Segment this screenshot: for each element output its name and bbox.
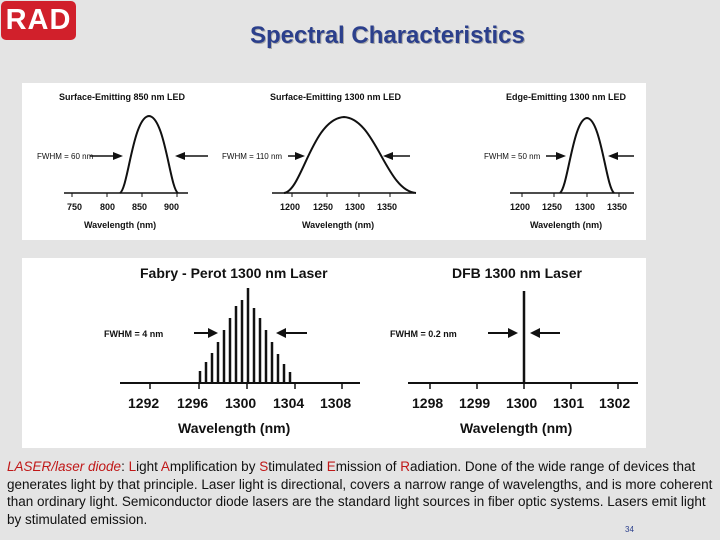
laser-spectra-figure [22,258,646,448]
laser-spectra-panel [22,258,646,448]
edge-led-title: Edge-Emitting 1300 nm LED [506,92,627,102]
fabry-perot-tick: 1296 [177,395,209,411]
led1300-arrowhead-right [383,152,393,160]
led1300-arrowhead-left [295,152,305,160]
fabry-perot-tick: 1304 [273,395,305,411]
fabry-perot-tick: 1300 [225,395,257,411]
fabry-perot-modes [200,288,290,383]
led850-curve [120,116,178,193]
fabry-perot-title: Fabry - Perot 1300 nm Laser [140,265,328,281]
dfb-arrowhead-right [530,328,540,338]
led1300-tick: 1350 [377,202,398,212]
led1300-xlabel: Wavelength (nm) [302,220,375,230]
acronym-letter: S [259,459,269,474]
edge-led-tick: 1350 [607,202,628,212]
edge-led-xlabel: Wavelength (nm) [530,220,603,230]
acronym-letter: R [400,459,411,474]
dfb-tick: 1301 [553,395,585,411]
fabry-perot-arrowhead-left [208,328,218,338]
laser-description [7,458,715,528]
edge-led-tick: 1300 [575,202,596,212]
led1300-title: Surface-Emitting 1300 nm LED [270,92,402,102]
caption-text: adiation. Done of the wide range of devices that generates light by that principle. Laser light is directional, covers a narrow range of wavelengths, and is more coherent than ordinary light. Semiconductor diode lasers are the standard light sources in fiber optic systems. Lasers emit light by stimulated emission. [7,459,713,527]
led1300-tick: 1300 [345,202,366,212]
caption-text: timulated [268,459,327,474]
led1300-tick: 1200 [280,202,301,212]
dfb-tick: 1300 [506,395,538,411]
dfb-tick: 1302 [599,395,631,411]
led850-tick: 850 [132,202,148,212]
acronym-letter: L [128,459,137,474]
led1300-fwhm-label: FWHM = 110 nm [222,152,283,161]
led850-arrowhead-right [175,152,185,160]
edge-led-arrowhead-right [608,152,618,160]
led850-xlabel: Wavelength (nm) [84,220,157,230]
dfb-fwhm-label: FWHM = 0.2 nm [390,329,457,339]
led-spectra-panel [22,83,646,240]
acronym-letter: A [160,459,170,474]
edge-led-arrowhead-left [556,152,566,160]
caption-text: : [121,459,129,474]
slide-title: Spectral Characteristics [250,22,525,49]
fabry-perot-tick: 1292 [128,395,160,411]
led1300-curve [284,117,416,193]
caption-text: mission of [335,459,401,474]
dfb-tick: 1298 [412,395,444,411]
acronym-letter: E [326,459,336,474]
caption-text: ight [136,459,161,474]
caption-text: mplification by [169,459,260,474]
edge-led-fwhm-label: FWHM = 50 nm [484,152,541,161]
fabry-perot-fwhm-label: FWHM = 4 nm [104,329,164,339]
fabry-perot-xlabel: Wavelength (nm) [178,420,291,436]
page-number: 34 [625,525,634,534]
led850-fwhm-label: FWHM = 60 nm [37,152,94,161]
dfb-arrowhead-left [508,328,518,338]
led850-title: Surface-Emitting 850 nm LED [59,92,186,102]
led1300-tick: 1250 [313,202,334,212]
fabry-perot-tick: 1308 [320,395,352,411]
dfb-tick: 1299 [459,395,491,411]
led-spectra-figure [22,83,646,240]
led850-arrowhead-left [113,152,123,160]
edge-led-curve [560,118,614,193]
dfb-title: DFB 1300 nm Laser [452,265,582,281]
term-laser-diode: LASER/laser diode [7,459,122,474]
rad-logo [1,1,76,40]
fabry-perot-arrowhead-right [276,328,286,338]
logo-text: RAD [5,4,72,36]
led850-tick: 800 [100,202,116,212]
led850-tick: 900 [164,202,180,212]
edge-led-tick: 1250 [542,202,563,212]
dfb-xlabel: Wavelength (nm) [460,420,573,436]
edge-led-tick: 1200 [510,202,531,212]
led850-tick: 750 [67,202,83,212]
